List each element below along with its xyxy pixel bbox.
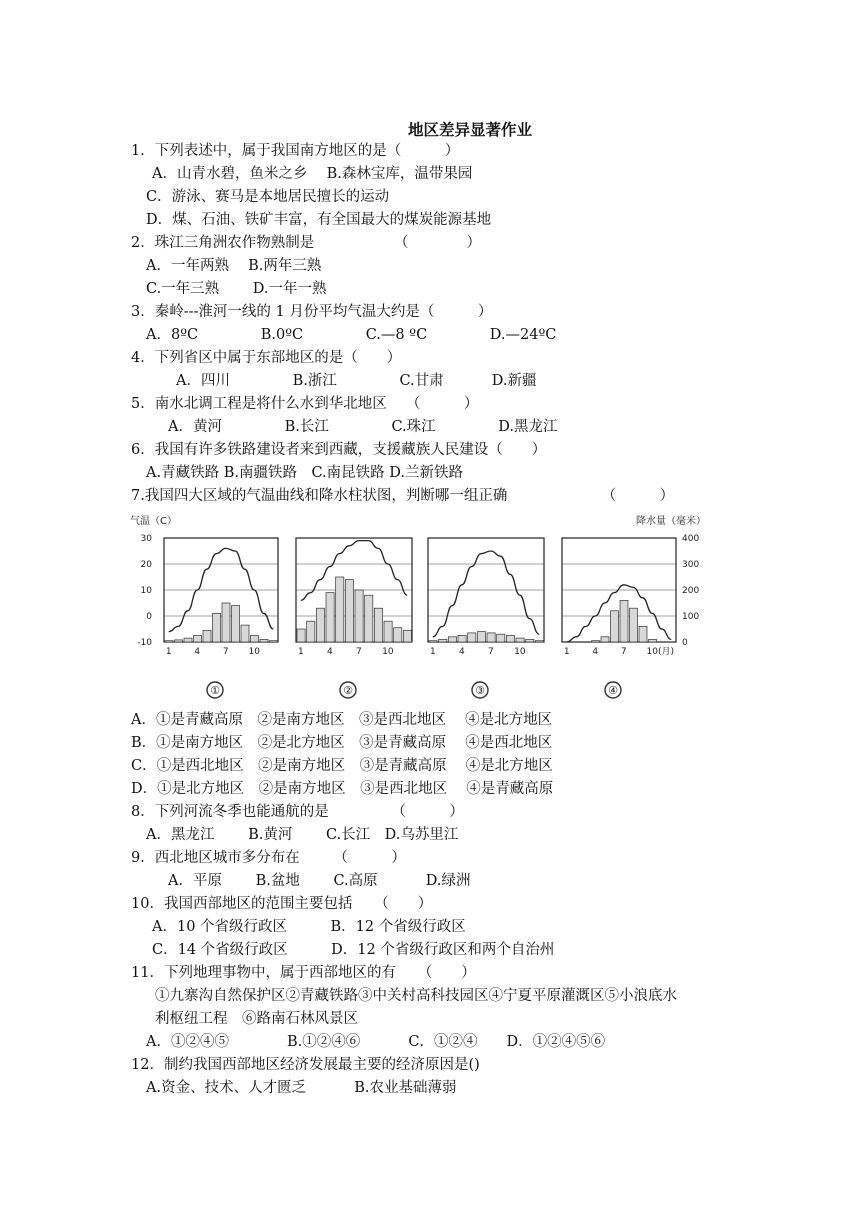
month-tick-label: 1 [563,647,570,657]
text-line: A．8ºC B.0ºC C.—8 ºC D.—24ºC [146,327,557,343]
text-line: A．10 个省级行政区 B．12 个省级行政区 [152,919,466,935]
panel-label: ① [210,684,220,697]
precip-bar [448,637,456,642]
month-tick-label: 1 [429,647,436,657]
precip-bar [394,628,402,642]
precip-bar [307,621,315,642]
precip-bar [429,641,437,642]
temp-tick-label: -10 [137,638,152,648]
precip-tick-label: 400 [682,534,700,544]
precip-bar [620,600,628,642]
precip-bar [175,640,183,642]
temp-curve [567,585,672,642]
precip-bar [355,590,363,642]
precip-bar [165,641,173,642]
temp-tick-label: 20 [140,560,152,570]
precip-bar [592,641,600,642]
text-line: 6．我国有许多铁路建设者来到西藏，支援藏族人民建设（ ） [131,442,547,458]
text-line: 3．秦岭---淮河一线的 1 月份平均气温大约是（ ） [131,304,493,320]
precip-bar [458,636,466,643]
month-tick-label: 4 [194,647,201,657]
month-tick-label: 7 [487,647,494,657]
temp-curve [301,541,407,601]
climate-charts-figure [128,508,708,710]
precip-bar [184,638,192,642]
text-line: 7.我国四大区域的气温曲线和降水柱状图，判断哪一组正确 （ ） [131,488,675,504]
precip-bar [526,639,534,642]
precip-bar [601,637,609,642]
text-line: ①九寨沟自然保护区②青藏铁路③中关村高科技园区④宁夏平原灌溉区⑤小浪底水 [155,988,677,1004]
precip-bar [487,633,495,642]
precip-bar [374,608,382,642]
month-tick-label: 7 [355,647,362,657]
precip-bar [345,580,353,642]
precip-tick-label: 0 [682,638,688,648]
precip-bar [506,636,514,643]
text-line: A．①是青藏高原 ②是南方地区 ③是西北地区 ④是北方地区 [131,712,553,728]
precip-bar [439,639,447,642]
page-title: 地区差异显著作业 [407,121,532,139]
precip-bar [203,630,211,642]
month-tick-label: 10(月) [646,647,674,657]
month-tick-label: 1 [165,647,172,657]
text-line: 利枢纽工程 ⑥路南石林风景区 [155,1011,358,1027]
temp-axis-title: 气温（C） [130,516,177,527]
precip-bar [232,606,240,642]
text-line: B．①是南方地区 ②是北方地区 ③是青藏高原 ④是西北地区 [131,735,553,751]
temp-tick-label: 0 [146,612,152,622]
precip-bar [365,595,373,642]
month-tick-label: 7 [620,647,627,657]
text-line: 1．下列表述中，属于我国南方地区的是（ ） [131,143,460,159]
precip-bar [630,608,638,642]
text-line: 9．西北地区城市多分布在 （ ） [131,850,406,866]
month-tick-label: 10 [382,647,394,657]
precip-bar [516,638,524,642]
month-tick-label: 4 [458,647,465,657]
text-line: 12．制约我国西部地区经济发展最主要的经济原因是() [131,1057,480,1073]
text-line: C．14 个省级行政区 D．12 个省级行政区和两个自治州 [152,942,555,958]
text-line: C．①是西北地区 ②是南方地区 ③是青藏高原 ④是北方地区 [131,758,553,774]
month-tick-label: 7 [222,647,229,657]
precip-bar [213,613,221,642]
precip-bar [497,634,505,642]
precip-bar [316,608,324,642]
precip-bar [251,636,259,643]
precip-bar [468,633,476,642]
text-line: A.资金、技术、人才匮乏 B.农业基础薄弱 [146,1080,457,1096]
text-line: A．①②④⑤ B.①②④⑥ C．①②④ D．①②④⑤⑥ [146,1034,606,1050]
month-tick-label: 4 [592,647,599,657]
precip-tick-label: 200 [682,586,700,596]
text-line: C．游泳、赛马是本地居民擅长的运动 [146,189,390,205]
text-line: D．①是北方地区 ②是南方地区 ③是西北地区 ④是青藏高原 [131,781,554,797]
precip-bar [194,636,202,643]
panel-label: ② [343,684,353,697]
precip-bar [384,621,392,642]
temp-tick-label: 10 [140,586,152,596]
panel-label: ③ [475,684,485,697]
text-line: D．煤、石油、铁矿丰富，有全国最大的煤炭能源基地 [146,212,492,228]
text-line: A．黄河 B.长江 C.珠江 D.黑龙江 [168,419,558,435]
text-line: A．山青水碧，鱼米之乡 B.森林宝库，温带果园 [152,166,473,182]
text-line: 4．下列省区中属于东部地区的是（ ） [131,350,402,366]
text-line: 10．我国西部地区的范围主要包括 （ ） [131,896,433,912]
precip-bar [260,639,268,642]
precip-tick-label: 100 [682,612,700,622]
precip-bar [639,626,647,642]
month-tick-label: 10 [514,647,526,657]
text-line: A．一年两熟 B.两年三熟 [146,258,322,274]
text-line: A．黑龙江 B.黄河 C.长江 D.乌苏里江 [146,827,459,843]
precip-bar [222,603,230,642]
precip-bar [241,625,249,642]
text-line: A.青藏铁路 B.南疆铁路 C.南昆铁路 D.兰新铁路 [146,465,463,481]
month-tick-label: 4 [326,647,333,657]
text-line: C.一年三熟 D.一年一熟 [146,281,327,297]
text-line: 8．下列河流冬季也能通航的是 （ ） [131,804,464,820]
precip-tick-label: 300 [682,560,700,570]
temp-tick-label: 30 [140,534,152,544]
text-line: 2．珠江三角洲农作物熟制是 （ ） [131,235,481,251]
text-line: 11．下列地理事物中，属于西部地区的有 （ ） [131,965,476,981]
text-line: A．平原 B.盆地 C.高原 D.绿洲 [168,873,471,889]
precip-bar [336,577,344,642]
precip-bar [270,641,278,642]
precip-bar [535,641,543,642]
precip-bar [649,639,657,642]
precip-bar [326,593,334,642]
text-line: 5．南水北调工程是将什么水到华北地区 （ ） [131,396,479,412]
panel-label: ④ [608,684,618,697]
month-tick-label: 10 [248,647,260,657]
text-line: A．四川 B.浙江 C.甘肃 D.新疆 [176,373,537,389]
precip-bar [477,632,485,642]
precip-axis-title: 降水量（毫米） [636,516,706,527]
month-tick-label: 1 [297,647,304,657]
precip-bar [403,630,411,642]
precip-bar [611,611,619,642]
precip-bar [297,629,305,642]
